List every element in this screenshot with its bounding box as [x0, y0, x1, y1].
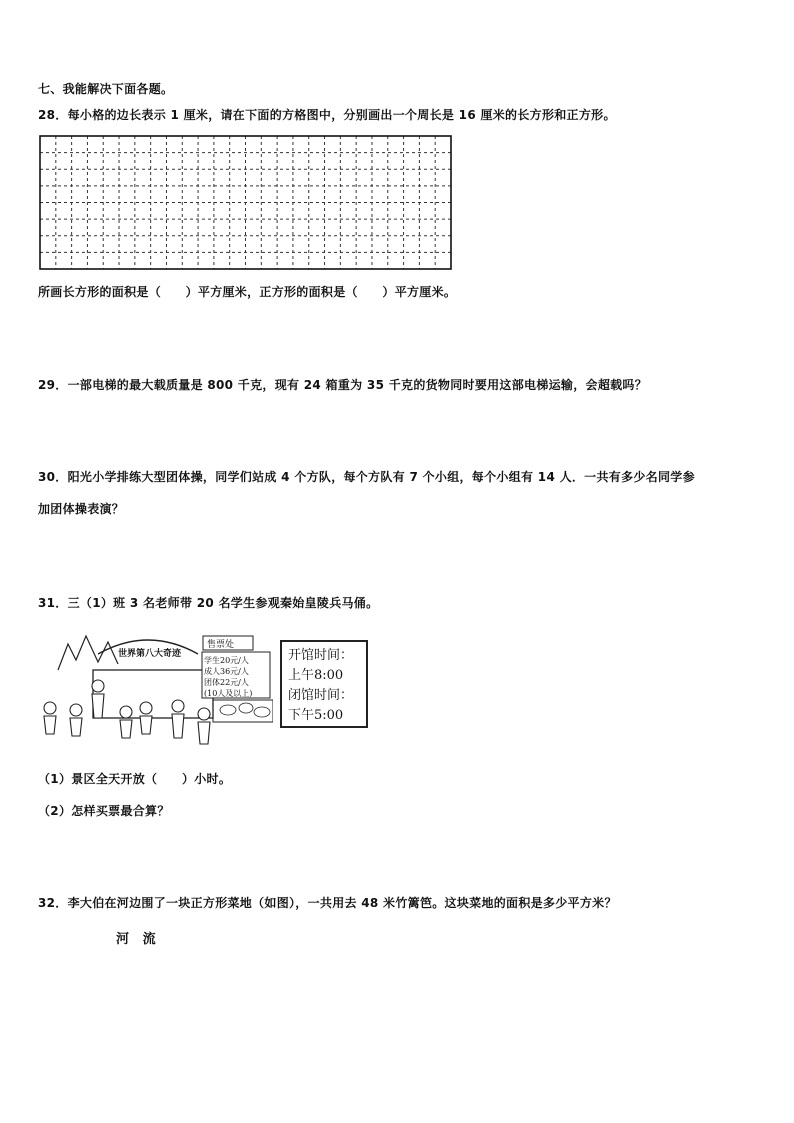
close-time: 下午5:00 [288, 708, 344, 723]
q30-line2: 加团体操表演？ [38, 502, 125, 516]
open-time: 上午8:00 [288, 668, 344, 683]
q28-answer: 所画长方形的面积是（ ）平方厘米，正方形的面积是（ ）平方厘米。 [38, 285, 457, 299]
grid-border [40, 136, 451, 269]
close-label: 闭馆时间： [288, 688, 354, 703]
price-line-1: 学生20元/人 [204, 656, 249, 665]
mountain-outline [58, 636, 118, 670]
q29-text: 29．一部电梯的最大载质量是 800 千克，现有 24 箱重为 35 千克的货物同时要用这部电梯运输，会超载吗？ [38, 378, 648, 392]
q31-text: 31．三（1）班 3 名老师带 20 名学生参观秦始皇陵兵马俑。 [38, 596, 379, 610]
price-line-3: 团体22元/人 [204, 678, 249, 687]
q30-line1: 30．阳光小学排练大型团体操，同学们站成 4 个方队，每个方队有 7 个小组，每个小组有 14 人．一共有多少名同学参 [38, 470, 695, 484]
section-title: 七、我能解决下面各题。 [38, 82, 174, 96]
price-line-4: (10人及以上) [204, 689, 253, 698]
museum-entrance-illustration [38, 630, 273, 750]
gate-wall [93, 670, 213, 718]
river-label: 河 流 [116, 932, 156, 947]
price-line-2: 成人36元/人 [204, 667, 249, 676]
opening-hours-board [280, 640, 368, 728]
q31-sub2: （2）怎样买票最合算？ [38, 804, 170, 818]
open-label: 开馆时间： [288, 648, 354, 663]
q31-sub1: （1）景区全天开放（ ）小时。 [38, 772, 232, 786]
q28-text: 28．每小格的边长表示 1 厘米，请在下面的方格图中，分别画出一个周长是 16 厘米的长方形和正方形。 [38, 108, 616, 122]
ticket-office-text: 售票处 [207, 640, 235, 650]
banner-text: 世界第八大奇迹 [118, 649, 182, 659]
q32-text: 32．李大伯在河边围了一块正方形菜地（如图），一共用去 48 米竹篱笆。这块菜地的面积是多少平方米？ [38, 896, 617, 910]
